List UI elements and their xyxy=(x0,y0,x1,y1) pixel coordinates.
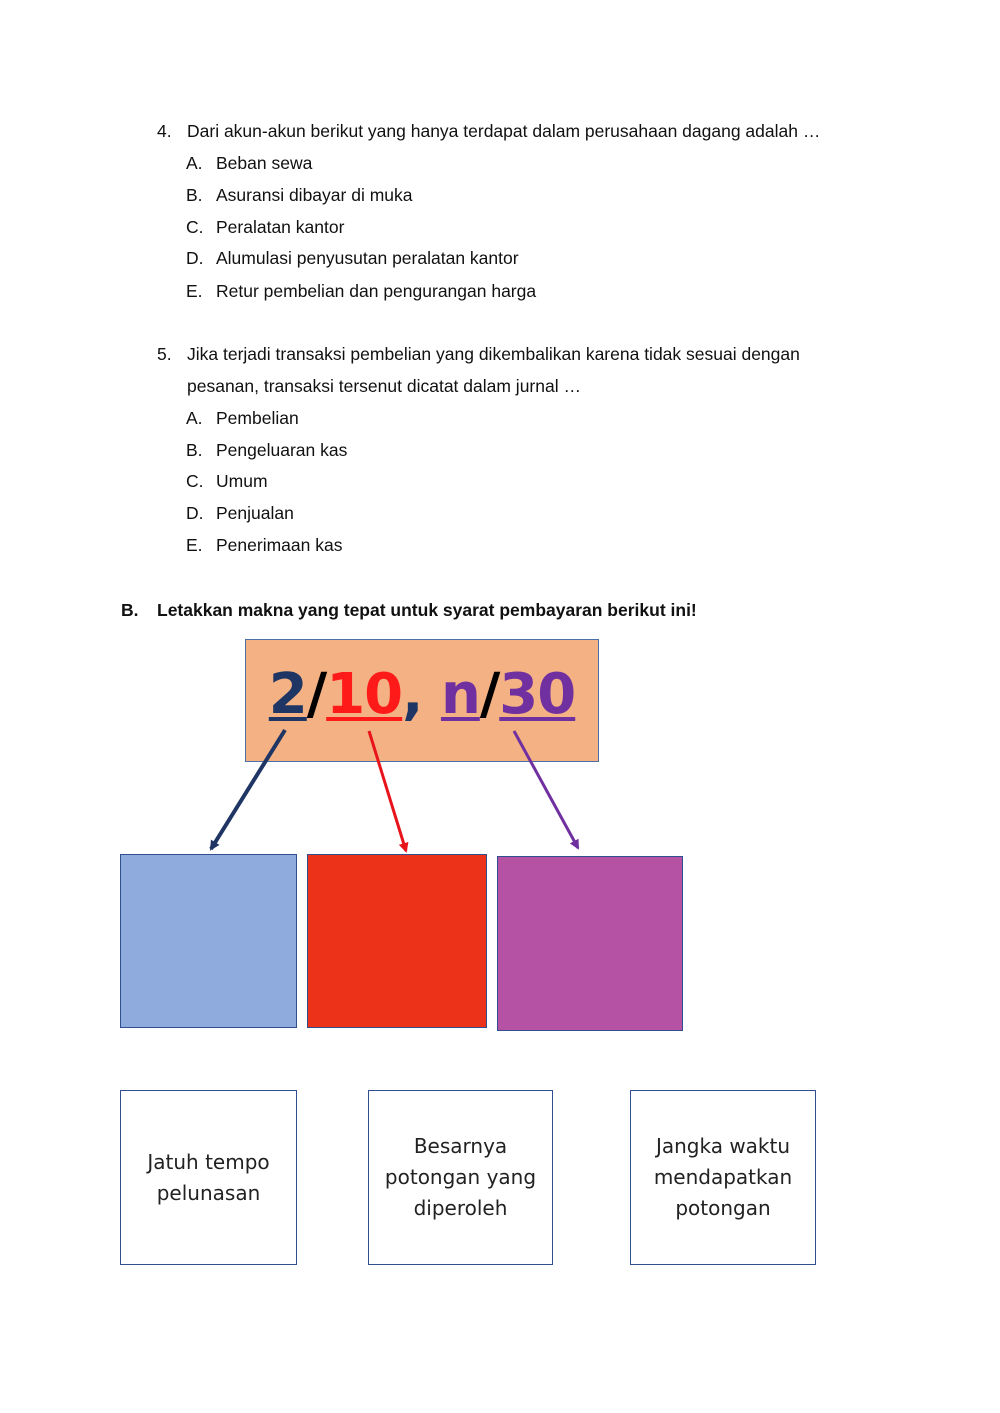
option-letter: D. xyxy=(186,248,204,268)
option-text: Peralatan kantor xyxy=(216,217,345,237)
option-text: Asuransi dibayar di muka xyxy=(216,185,413,205)
option-text: Pembelian xyxy=(216,408,299,428)
option-letter: A. xyxy=(186,408,203,428)
card-text: Besarnya potongan yang diperoleh xyxy=(384,1134,537,1220)
answer-card-due-date[interactable] xyxy=(120,1090,297,1265)
option-letter: E. xyxy=(186,535,203,555)
option-letter: B. xyxy=(186,185,203,205)
term-slash: / xyxy=(479,662,500,727)
option-text: Umum xyxy=(216,471,268,491)
question-number: 4. xyxy=(157,121,172,141)
drop-box-purple[interactable] xyxy=(497,856,683,1031)
answer-card-discount-period[interactable] xyxy=(630,1090,816,1265)
option-letter: B. xyxy=(186,440,203,460)
drop-box-blue[interactable] xyxy=(120,854,297,1028)
arrow-to-red-box xyxy=(369,731,406,851)
card-text: Jatuh tempo pelunasan xyxy=(147,1149,270,1205)
option-letter: C. xyxy=(186,217,204,237)
question-stem: Dari akun-akun berikut yang hanya terdapat dalam perusahaan dagang adalah … xyxy=(187,121,821,141)
question-stem: Jika terjadi transaksi pembelian yang dikembalikan karena tidak sesuai dengan pesanan, transaksi tersenut dicatat dalam jurnal … xyxy=(187,344,800,396)
section-letter: B. xyxy=(121,600,139,620)
term-due-days: 30 xyxy=(499,662,576,727)
section-instruction: Letakkan makna yang tepat untuk syarat pembayaran berikut ini! xyxy=(157,600,697,620)
option-text: Pengeluaran kas xyxy=(216,440,348,460)
term-comma: , xyxy=(402,662,441,727)
term-slash: / xyxy=(306,662,327,727)
drop-box-red[interactable] xyxy=(307,854,487,1028)
answer-card-discount-amount[interactable] xyxy=(368,1090,553,1265)
term-net: n xyxy=(440,662,480,727)
option-letter: C. xyxy=(186,471,204,491)
option-text: Penerimaan kas xyxy=(216,535,343,555)
term-discount-percent: 10 xyxy=(326,662,403,727)
option-letter: E. xyxy=(186,281,203,301)
option-text: Penjualan xyxy=(216,503,294,523)
option-letter: A. xyxy=(186,153,203,173)
option-text: Retur pembelian dan pengurangan harga xyxy=(216,281,537,301)
arrow-to-blue-box xyxy=(211,730,285,849)
question-number: 5. xyxy=(157,344,172,364)
option-letter: D. xyxy=(186,503,204,523)
term-discount-days: 2 xyxy=(268,662,307,727)
option-text: Beban sewa xyxy=(216,153,313,173)
arrow-to-purple-box xyxy=(514,731,578,848)
card-text: Jangka waktu mendapatkan potongan xyxy=(653,1134,793,1220)
option-text: Alumulasi penyusutan peralatan kantor xyxy=(216,248,519,268)
